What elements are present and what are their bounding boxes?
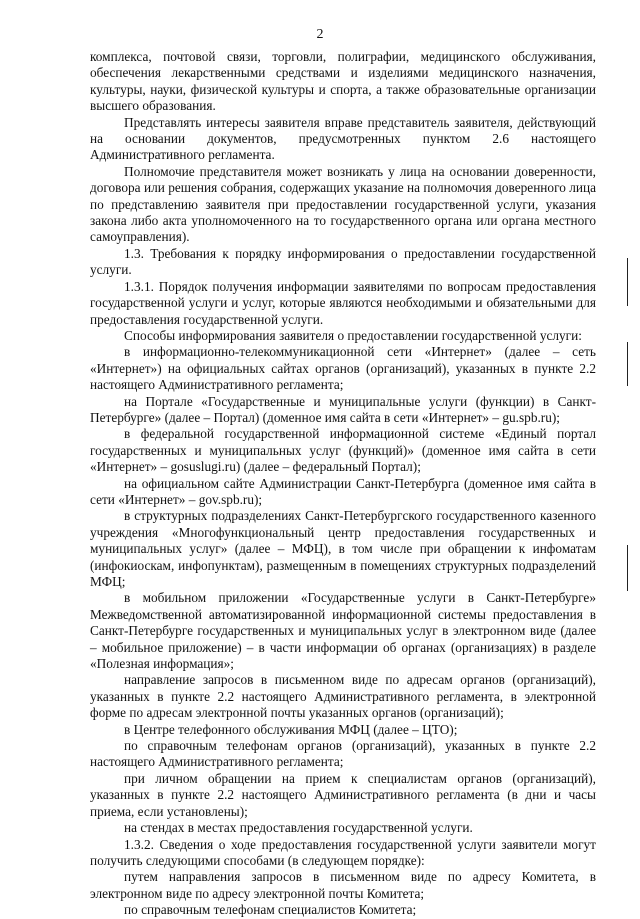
- list-item: в структурных подразделениях Санкт-Петербургского государственного казенного учреждения «Многофункциональный центр предоставления государственных и муниципальных услуг» (далее – МФЦ), в том числе при обращении к инфоматам (инфокиоскам, инфопунктам), размещенным в помещениях структурных подразделений МФЦ;: [90, 508, 596, 589]
- list-item: на официальном сайте Администрации Санкт-Петербурга (доменное имя сайта в сети «Интернет» – gov.spb.ru);: [90, 475, 596, 507]
- list-item: по справочным телефонам органов (организаций), указанных в пункте 2.2 настоящего Административного регламента;: [90, 738, 596, 770]
- list-item: путем направления запросов в письменном виде по адресу Комитета, в электронном виде по адресу электронной почты Комитета;: [90, 869, 596, 901]
- paragraph: Представлять интересы заявителя вправе представитель заявителя, действующий на основании документов, предусмотренных пунктом 2.6 настоящего Административного регламента.: [90, 114, 596, 163]
- list-item: на стендах в местах предоставления государственной услуги.: [124, 820, 473, 836]
- paragraph: комплекса, почтовой связи, торговли, полиграфии, медицинского обслуживания, обеспечения лекарственными средствами и изделиями медицинского назначения, культуры, науки, физической культуры и спорта, а также образовательные организации высшего образования.: [90, 49, 596, 114]
- margin-mark: [627, 342, 628, 386]
- list-item: в Центре телефонного обслуживания МФЦ (далее – ЦТО);: [124, 721, 458, 737]
- list-item: в мобильном приложении «Государственные услуги в Санкт-Петербурге» Межведомственной автоматизированной информационной системы предоставления в Санкт-Петербурге государственных и муниципальных услуг в электронном виде (далее – мобильное приложение) – в части информации об органах (организациях) в разделе «Полезная информация»;: [90, 590, 596, 672]
- paragraph: 1.3.2. Сведения о ходе предоставления государственной услуги заявители могут получить следующими способами (в следующем порядке):: [90, 836, 596, 868]
- margin-mark: [627, 258, 628, 306]
- section-heading: 1.3. Требования к порядку информирования о предоставлении государственной услуги.: [90, 245, 596, 278]
- list-item: в информационно-телекоммуникационной сети «Интернет» (далее – сеть «Интернет») на официальных сайтах органов (организаций), указанных в пункте 2.2 настоящего Административного регламента;: [90, 344, 596, 393]
- list-item: направление запросов в письменном виде по адресам органов (организаций), указанных в пункте 2.2 настоящего Административного регламента, в электронной форме по адресам электронной почты указанных органов (организаций);: [90, 672, 596, 721]
- margin-mark: [627, 545, 628, 591]
- paragraph: Полномочие представителя может возникать у лица на основании доверенности, договора или решения собрания, содержащих указание на полномочия доверенного лица по представлению заявителя при предоставлении государственной услуги, указания закона либо акта уполномоченного на то государственного органа или органа местного самоуправления).: [90, 163, 596, 245]
- page-number: 2: [316, 27, 324, 42]
- list-item: по справочным телефонам специалистов Комитета;: [124, 902, 417, 918]
- paragraph: 1.3.1. Порядок получения информации заявителями по вопросам предоставления государственной услуги и услуг, которые являются необходимыми и обязательными для предоставления государственной услуги.: [90, 278, 596, 327]
- paragraph: Способы информирования заявителя о предоставлении государственной услуги:: [124, 327, 582, 343]
- list-item: в федеральной государственной информационной системе «Единый портал государственных и муниципальных услуг (функций)» (доменное имя сайта в сети «Интернет» – gosuslugi.ru) (далее – федеральный Портал);: [90, 426, 596, 475]
- list-item: на Портале «Государственные и муниципальные услуги (функции) в Санкт-Петербурге» (далее – Портал) (доменное имя сайта в сети «Интернет» – gu.spb.ru);: [90, 393, 596, 425]
- list-item: при личном обращении на прием к специалистам органов (организаций), указанных в пункте 2.2 настоящего Административного регламента (в дни и часы приема, если установлены);: [90, 770, 596, 819]
- body-text: [90, 49, 596, 919]
